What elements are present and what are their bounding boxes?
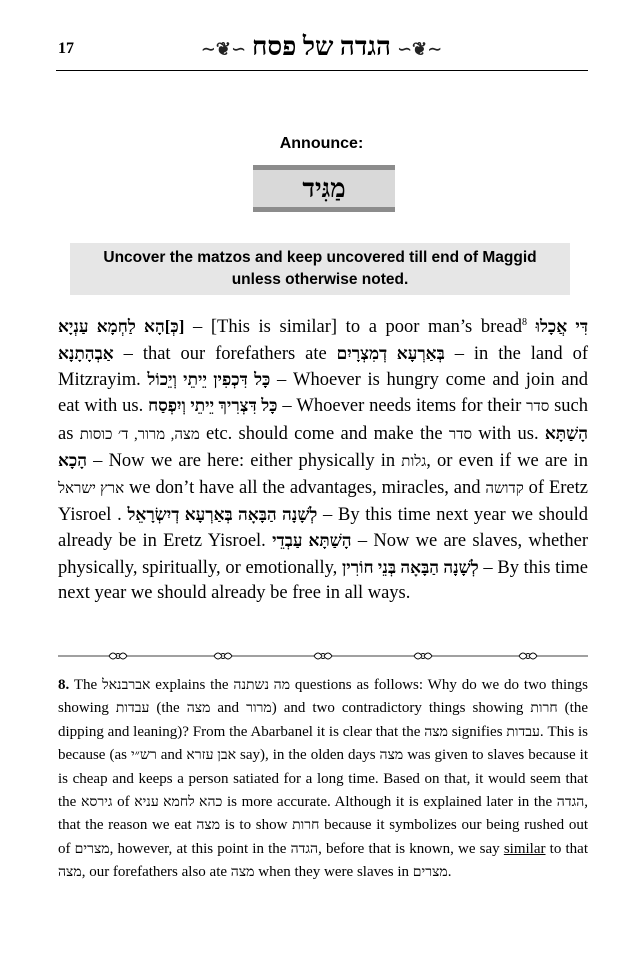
footnote-text: and	[210, 700, 247, 717]
hebrew-term: מצה	[379, 748, 404, 764]
english-text: – in the land of Mitzrayim.	[58, 343, 588, 390]
header-title-text: הגדה של פסח	[252, 32, 391, 61]
hebrew-term: גלות	[401, 454, 427, 471]
instruction-text: Uncover the matzos and keep uncovered till end of Maggid unless otherwise noted.	[103, 249, 537, 288]
hebrew-term: מצרים	[412, 865, 448, 881]
footnote-ref: 8	[521, 317, 527, 328]
footnote	[58, 674, 588, 885]
hebrew-term: חרות	[530, 701, 558, 717]
hebrew-term: מרור	[246, 701, 272, 717]
hebrew-term: עבדות	[115, 701, 150, 717]
footnote-text: explains the	[150, 677, 234, 693]
english-text: – Now we are slaves, whether physically, spiritually, or emotionally,	[58, 531, 589, 578]
hebrew-prefix: [כְּ]	[164, 317, 185, 337]
hebrew-term: רש״י	[130, 748, 157, 764]
hebrew-term: מה נשתנה	[233, 678, 291, 693]
footnote-text: to that	[545, 840, 589, 857]
hebrew-term: סדר	[448, 426, 472, 443]
footnote-text: is to show	[220, 817, 293, 834]
left-flourish-icon: ∽❦∼	[396, 39, 443, 59]
page-header-title	[0, 32, 643, 62]
english-text: – [This is similar] to a poor man’s bread	[184, 317, 522, 338]
footnote-text: , our forefathers also ate	[81, 864, 231, 881]
footnote-text: .	[447, 864, 452, 881]
english-text: – Whoever needs items for their	[277, 396, 527, 417]
section-title: מַגִּיד	[302, 173, 346, 203]
right-flourish-icon: ∼❦∽	[200, 39, 247, 59]
footnote-text: say), in the olden days	[235, 747, 380, 764]
hebrew-phrase: אַבְהָתָנָא	[58, 343, 114, 363]
footnote-divider	[58, 648, 588, 664]
header-rule	[56, 70, 588, 71]
footnote-text: The	[69, 677, 103, 693]
hebrew-phrase: לְשָׁנָה הַבָּאָה בְּנֵי חוֹרִין	[341, 557, 479, 577]
english-text: – that our forefathers ate	[113, 343, 337, 364]
hebrew-term: הגדה	[290, 841, 319, 857]
hebrew-term: קדושה	[485, 480, 524, 497]
hebrew-phrase: בְּאַרְעָא דְמִצְרָיִם	[336, 343, 445, 363]
english-text: – Whoever is hungry come and join and eat with us.	[58, 369, 588, 417]
footnote-text: was given to slaves because it is cheap and keeps a person satiated for a long time. Based on that, it would seem that the	[58, 747, 588, 811]
english-text: we don’t have all the advantages, miracles, and	[124, 477, 486, 498]
footnote-text: (the dipping and leaning)? From the Abarbanel it is clear that the	[58, 700, 588, 740]
hebrew-term: מצה	[196, 818, 221, 834]
hebrew-phrase: הָשַׁתָּא עַבְדֵי	[272, 531, 352, 551]
underlined-word: similar	[503, 840, 546, 857]
footnote-text: (the	[149, 700, 187, 717]
hebrew-phrase: דִּי אֲכָלוּ	[535, 317, 589, 337]
footnote-text: signifies	[447, 723, 507, 740]
hebrew-term: עבדות	[506, 724, 540, 740]
hebrew-term: מצרים	[74, 841, 110, 857]
footnote-text: . This is because (as	[58, 723, 588, 764]
footnote-text: and	[156, 747, 187, 764]
instruction-box	[70, 243, 570, 295]
hebrew-term: אבן עזרא	[186, 748, 236, 764]
main-paragraph	[58, 310, 588, 607]
hebrew-term: מצה	[186, 701, 211, 717]
english-text: etc. should come and make the	[199, 423, 449, 444]
hebrew-term: מצה	[58, 865, 82, 881]
footnote-text: , however, at this point in the	[109, 840, 291, 857]
footnote-text: when they were slaves in	[254, 864, 413, 881]
footnote-text: of	[112, 794, 135, 811]
hebrew-term: מצה	[424, 724, 448, 740]
footnote-text: ) and two contradictory things showing	[271, 700, 531, 717]
hebrew-term: אברבנאל	[102, 678, 151, 693]
footnote-text: , that the reason we eat	[58, 794, 589, 834]
announce-label: Announce:	[279, 135, 364, 152]
footnote-text: is more accurate. Although it is explained later in the	[222, 794, 557, 811]
english-text: such as	[58, 396, 589, 444]
section-title-box	[253, 165, 395, 212]
hebrew-term: כהא לחמא עניא	[134, 795, 223, 811]
hebrew-term: סדר	[526, 399, 550, 416]
hebrew-term: מצה	[230, 865, 255, 881]
footnote-text: , before that is known, we say	[318, 840, 504, 857]
english-text: – Now we are here: either physically in	[87, 451, 402, 472]
hebrew-phrase: כָּל דִּכְפִין יֵיתֵי וְיֵכוֹל	[147, 369, 271, 389]
english-text: of Eretz Yisroel .	[58, 477, 588, 525]
hebrew-term: ארץ ישראל	[58, 480, 125, 497]
english-text: – By this time next year we should already be free in all ways.	[58, 557, 588, 604]
footnote-text: because it symbolizes our being rushed out of	[58, 817, 588, 857]
english-text: , or even if we are in	[426, 451, 588, 472]
hebrew-text: הָא לַחְמָא עַנְיָא	[58, 317, 165, 337]
hebrew-phrase	[58, 317, 184, 336]
hebrew-phrase: כָּל דִּצְרִיךְ יֵיתֵי וְיִפְסַח	[148, 396, 278, 416]
footnote-text: questions as follows: Why do we do two things showing	[58, 677, 588, 717]
hebrew-phrase: לְשָׁנָה הַבָּאָה בְּאַרְעָא דְיִשְׂרָאֵל	[127, 505, 318, 524]
footnote-number: 8.	[58, 677, 70, 693]
english-text: with us.	[471, 423, 545, 444]
hebrew-term: חרות	[292, 818, 320, 834]
hebrew-term: מצה, מרור, ד׳ כוסות	[79, 426, 200, 443]
hebrew-term: הגדה	[556, 795, 585, 811]
hebrew-term: גירסא	[80, 795, 113, 811]
page-number: 17	[58, 40, 74, 57]
hebrew-phrase: הָשַׁתָּא הָכָא	[58, 423, 588, 471]
english-text: – By this time next year we should already be in Eretz Yisroel.	[58, 505, 589, 552]
